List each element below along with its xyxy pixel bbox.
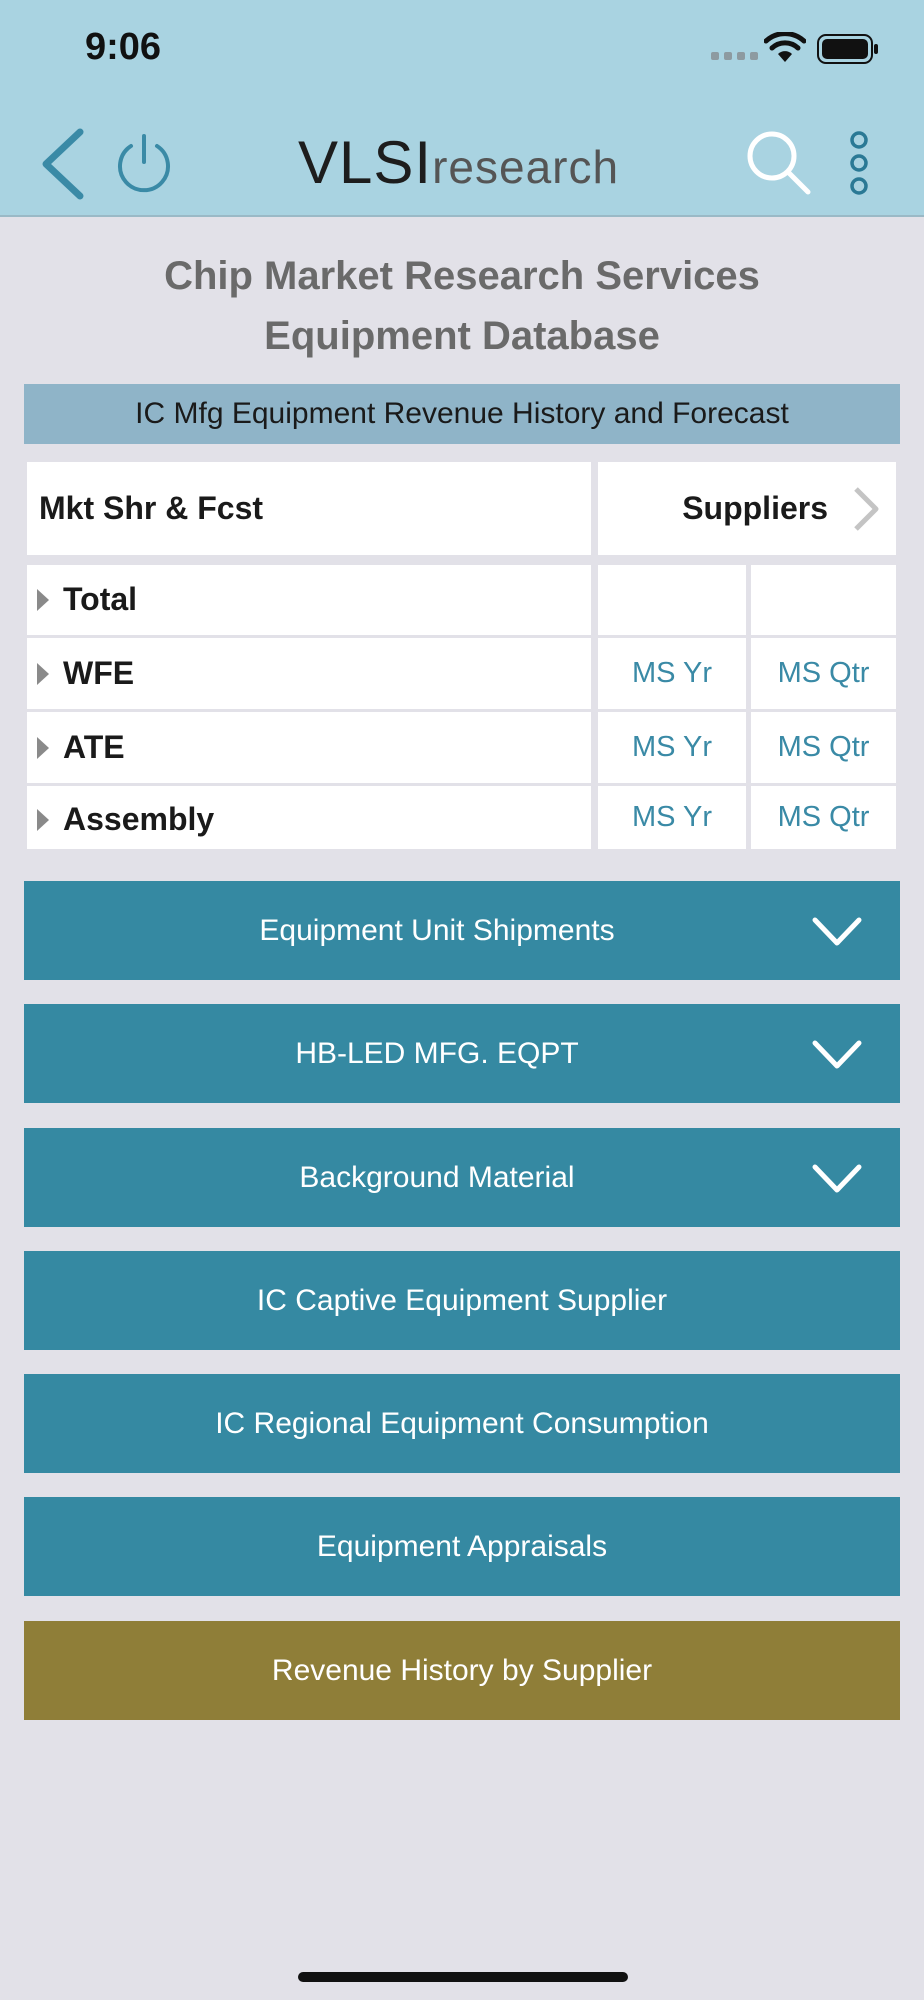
button-label: Equipment Unit Shipments (259, 913, 615, 947)
power-icon[interactable] (113, 132, 175, 196)
table-row-ate[interactable] (27, 712, 591, 783)
ic-captive-equipment-supplier-button[interactable] (24, 1251, 900, 1350)
table-row-total[interactable] (27, 565, 591, 635)
ms-qtr-label: MS Qtr (777, 731, 870, 763)
chevron-down-icon (812, 1040, 862, 1070)
wifi-icon (764, 32, 806, 64)
expand-triangle-icon (37, 663, 49, 685)
row-label: ATE (63, 729, 125, 765)
button-label: IC Regional Equipment Consumption (215, 1406, 709, 1440)
more-options-icon[interactable] (846, 130, 872, 196)
status-time: 9:06 (85, 26, 162, 68)
suppliers-link[interactable] (598, 462, 896, 555)
app-logo (298, 128, 619, 198)
page-title-line2: Equipment Database (264, 314, 660, 358)
expand-triangle-icon (37, 589, 49, 611)
ic-regional-equipment-consumption-button[interactable] (24, 1374, 900, 1473)
row-label: WFE (63, 655, 135, 691)
app-header (0, 0, 924, 217)
revenue-history-by-supplier-button[interactable] (24, 1621, 900, 1720)
ms-yr-link-ate[interactable] (598, 712, 746, 783)
expand-triangle-icon (37, 737, 49, 759)
chevron-right-icon (850, 485, 880, 533)
suppliers-label: Suppliers (682, 490, 828, 526)
ms-qtr-label: MS Qtr (777, 801, 870, 833)
table-cell-empty (598, 565, 746, 635)
button-label: HB-LED MFG. EQPT (295, 1036, 579, 1070)
ms-yr-label: MS Yr (631, 801, 713, 833)
button-label: Revenue History by Supplier (271, 1653, 653, 1687)
table-row-assembly[interactable] (27, 786, 591, 849)
page-title (0, 246, 924, 366)
button-label: IC Captive Equipment Supplier (256, 1283, 668, 1317)
button-label: Equipment Appraisals (316, 1529, 608, 1563)
back-arrow-icon[interactable] (38, 124, 90, 204)
ms-yr-label: MS Yr (631, 657, 713, 689)
background-material-button[interactable] (24, 1128, 900, 1227)
ms-qtr-link-wfe[interactable] (751, 638, 896, 709)
cellular-signal-icon (711, 52, 758, 60)
logo-bold-text: VLSI (298, 129, 433, 196)
ms-yr-label: MS Yr (631, 731, 713, 763)
table-cell-empty (751, 565, 896, 635)
ms-yr-link-wfe[interactable] (598, 638, 746, 709)
table-header-left-label: Mkt Shr & Fcst (39, 490, 264, 526)
equipment-appraisals-button[interactable] (24, 1497, 900, 1596)
ms-qtr-label: MS Qtr (777, 657, 870, 689)
chevron-down-icon (812, 917, 862, 947)
equipment-unit-shipments-button[interactable] (24, 881, 900, 980)
hb-led-mfg-eqpt-button[interactable] (24, 1004, 900, 1103)
home-indicator[interactable] (298, 1972, 628, 1982)
expand-triangle-icon (37, 809, 49, 831)
search-icon[interactable] (744, 128, 812, 196)
row-label: Assembly (63, 801, 215, 837)
ms-yr-link-assembly[interactable] (598, 786, 746, 849)
ms-qtr-link-assembly[interactable] (751, 786, 896, 849)
ms-qtr-link-ate[interactable] (751, 712, 896, 783)
table-row-wfe[interactable] (27, 638, 591, 709)
row-label: Total (63, 581, 138, 617)
section-title: IC Mfg Equipment Revenue History and Forecast (24, 384, 900, 444)
table-header-left (27, 462, 591, 555)
market-share-table (24, 459, 900, 852)
battery-icon (817, 34, 879, 64)
button-label: Background Material (299, 1160, 575, 1194)
logo-light-text: research (432, 141, 620, 193)
chevron-down-icon (812, 1164, 862, 1194)
page-title-line1: Chip Market Research Services (164, 254, 760, 298)
